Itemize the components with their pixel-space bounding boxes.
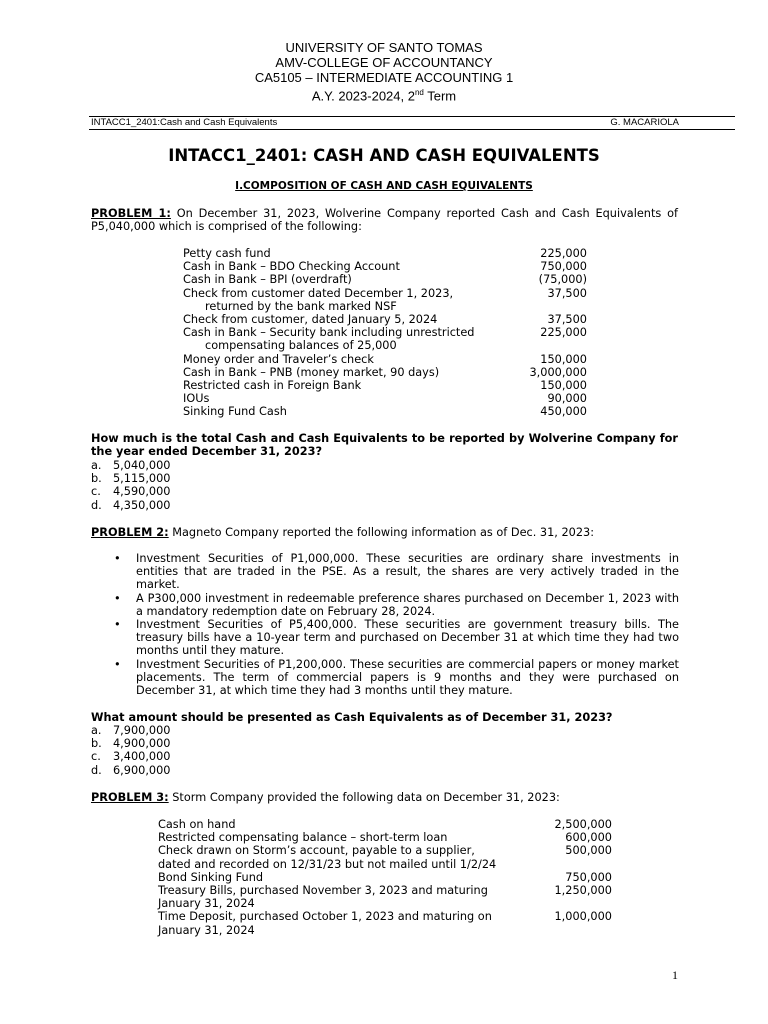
top-rule — [89, 116, 735, 117]
item-value: 225,000 — [540, 247, 587, 260]
item-value: 150,000 — [540, 352, 587, 366]
running-header-right: G. MACARIOLA — [610, 117, 679, 128]
university-name: UNIVERSITY OF SANTO TOMAS — [285, 40, 483, 55]
answer-choice — [91, 459, 171, 472]
table-row — [183, 260, 587, 273]
table-row — [158, 871, 612, 884]
table-row — [183, 300, 587, 313]
table-row — [183, 379, 587, 392]
document-title: INTACC1_2401: CASH AND CASH EQUIVALENTS — [168, 146, 600, 165]
choice-text: 4,590,000 — [113, 485, 171, 499]
bullet-icon: • — [114, 618, 121, 632]
choice-letter: b. — [91, 737, 102, 751]
table-row — [158, 844, 612, 857]
item-value: 450,000 — [540, 405, 587, 419]
table-row — [158, 910, 612, 923]
item-label: Check from customer, dated January 5, 2024 — [183, 312, 438, 326]
academic-year: A.Y. 2023-2024, 2nd Term — [311, 88, 457, 104]
bullet-text: Investment Securities of P5,400,000. These securities are government treasury bills. The treasury bills have a 10-year term and purchased on December 31 at which time they had two months until they mature. — [136, 618, 679, 658]
bullet-text: A P300,000 investment in redeemable preference shares purchased on December 1, 2023 with a mandatory redemption date on February 28, 2024. — [136, 591, 679, 618]
list-item — [114, 618, 679, 658]
item-value: 750,000 — [565, 870, 612, 884]
answer-choice — [91, 499, 171, 512]
problem1-question: How much is the total Cash and Cash Equivalents to be reported by Wolverine Company for the year ended December 31, 2023? — [91, 432, 678, 459]
choice-text: 4,350,000 — [113, 498, 171, 512]
item-label: Cash on hand — [158, 818, 236, 831]
item-value: 3,000,000 — [529, 365, 587, 379]
answer-choice — [91, 485, 171, 498]
answer-choice — [91, 724, 171, 737]
choice-letter: b. — [91, 472, 102, 486]
item-label: Cash in Bank – BDO Checking Account — [183, 260, 400, 274]
choice-letter: c. — [91, 485, 101, 499]
college-name: AMV-COLLEGE OF ACCOUNTANCY — [275, 55, 493, 70]
table-row — [183, 247, 587, 260]
bullet-icon: • — [114, 657, 121, 671]
item-label: IOUs — [183, 392, 210, 406]
list-item — [114, 592, 679, 618]
bullet-text: Investment Securities of P1,000,000. These securities are ordinary share investments in entities that are traded in the PSE. As a result, the shares are very actively traded in the market. — [136, 552, 679, 592]
item-value: 600,000 — [565, 831, 612, 845]
problem3-intro: PROBLEM 3: Storm Company provided the following data on December 31, 2023: — [91, 791, 560, 804]
choice-text: 5,040,000 — [113, 459, 171, 472]
choice-text: 4,900,000 — [113, 737, 171, 751]
running-header — [91, 117, 735, 128]
choice-letter: a. — [91, 459, 102, 472]
item-label: Sinking Fund Cash — [183, 405, 287, 419]
table-row — [183, 287, 587, 300]
choice-letter: d. — [91, 763, 102, 777]
problem1-items-table — [183, 247, 587, 418]
choice-text: 5,115,000 — [113, 472, 171, 486]
choice-letter: a. — [91, 724, 102, 737]
answer-choice — [91, 737, 171, 750]
table-row — [158, 884, 612, 897]
problem2-label: PROBLEM 2: — [91, 526, 169, 539]
choice-letter: c. — [91, 750, 101, 764]
table-row — [183, 339, 587, 352]
list-item — [114, 552, 679, 592]
table-row — [183, 392, 587, 405]
page-number: 1 — [672, 968, 678, 982]
list-item — [114, 658, 679, 698]
problem3-label: PROBLEM 3: — [91, 791, 169, 804]
table-row — [158, 818, 612, 831]
item-label: Restricted compensating balance – short-term loan — [158, 831, 448, 845]
problem1-choices — [91, 459, 171, 512]
item-label: Restricted cash in Foreign Bank — [183, 378, 362, 392]
item-label: Time Deposit, purchased October 1, 2023 and maturing on — [158, 910, 492, 924]
item-value: 1,250,000 — [554, 883, 612, 897]
problem3-items-table — [158, 818, 612, 937]
table-row — [183, 273, 587, 286]
problem1-label: PROBLEM 1: — [91, 207, 171, 220]
item-label: Bond Sinking Fund — [158, 870, 264, 884]
document-header — [0, 40, 768, 103]
choice-text: 6,900,000 — [113, 763, 171, 777]
item-value: 750,000 — [540, 260, 587, 274]
problem1-intro: PROBLEM 1: On December 31, 2023, Wolverine Company reported Cash and Cash Equivalents of P5,040,000 which is comprised of the following: — [91, 207, 678, 234]
answer-choice — [91, 472, 171, 485]
table-row — [158, 858, 612, 871]
item-value: 500,000 — [565, 844, 612, 858]
running-header-left: INTACC1_2401:Cash and Cash Equivalents — [91, 117, 278, 128]
item-label: January 31, 2024 — [158, 923, 255, 937]
item-value: 150,000 — [540, 378, 587, 392]
item-label: January 31, 2024 — [158, 897, 255, 911]
item-value: 2,500,000 — [554, 818, 612, 831]
problem2-question: What amount should be presented as Cash Equivalents as of December 31, 2023? — [91, 711, 613, 724]
table-row — [183, 366, 587, 379]
item-label: compensating balances of 25,000 — [205, 339, 397, 353]
table-row — [183, 405, 587, 418]
table-row — [158, 831, 612, 844]
table-row — [183, 313, 587, 326]
problem2-choices — [91, 724, 171, 777]
item-value: 37,500 — [547, 286, 587, 300]
item-label: returned by the bank marked NSF — [205, 299, 397, 313]
problem2-bullets — [114, 552, 679, 697]
table-row — [158, 924, 612, 937]
item-label: Check from customer dated December 1, 2023, — [183, 286, 454, 300]
item-value: (75,000) — [538, 273, 587, 287]
item-label: Check drawn on Storm’s account, payable to a supplier, — [158, 844, 475, 858]
choice-letter: d. — [91, 498, 102, 512]
item-value: 225,000 — [540, 326, 587, 340]
answer-choice — [91, 750, 171, 763]
choice-text: 3,400,000 — [113, 750, 171, 764]
item-value: 1,000,000 — [554, 910, 612, 924]
table-row — [158, 897, 612, 910]
bottom-rule — [89, 129, 735, 130]
item-label: Petty cash fund — [183, 247, 271, 260]
item-value: 37,500 — [547, 312, 587, 326]
bullet-icon: • — [114, 552, 121, 565]
table-row — [183, 353, 587, 366]
choice-text: 7,900,000 — [113, 724, 171, 737]
item-label: Money order and Traveler’s check — [183, 352, 374, 366]
course-name: CA5105 – INTERMEDIATE ACCOUNTING 1 — [254, 70, 514, 85]
item-label: Cash in Bank – Security bank including unrestricted — [183, 326, 475, 340]
section-heading: I.COMPOSITION OF CASH AND CASH EQUIVALENTS — [235, 180, 533, 192]
bullet-text: Investment Securities of P1,200,000. These securities are commercial papers or money market placements. The term of commercial papers is 9 months and they were purchased on December 31, at which time they had 3 months until they mature. — [136, 657, 679, 698]
item-label: Cash in Bank – BPI (overdraft) — [183, 273, 352, 287]
item-label: dated and recorded on 12/31/23 but not mailed until 1/2/24 — [158, 857, 497, 871]
item-value: 90,000 — [547, 392, 587, 406]
problem2-intro: PROBLEM 2: Magneto Company reported the following information as of Dec. 31, 2023: — [91, 526, 595, 539]
item-label: Cash in Bank – PNB (money market, 90 days) — [183, 365, 440, 379]
table-row — [183, 326, 587, 339]
item-label: Treasury Bills, purchased November 3, 2023 and maturing — [158, 883, 488, 897]
bullet-icon: • — [114, 591, 121, 605]
answer-choice — [91, 764, 171, 777]
